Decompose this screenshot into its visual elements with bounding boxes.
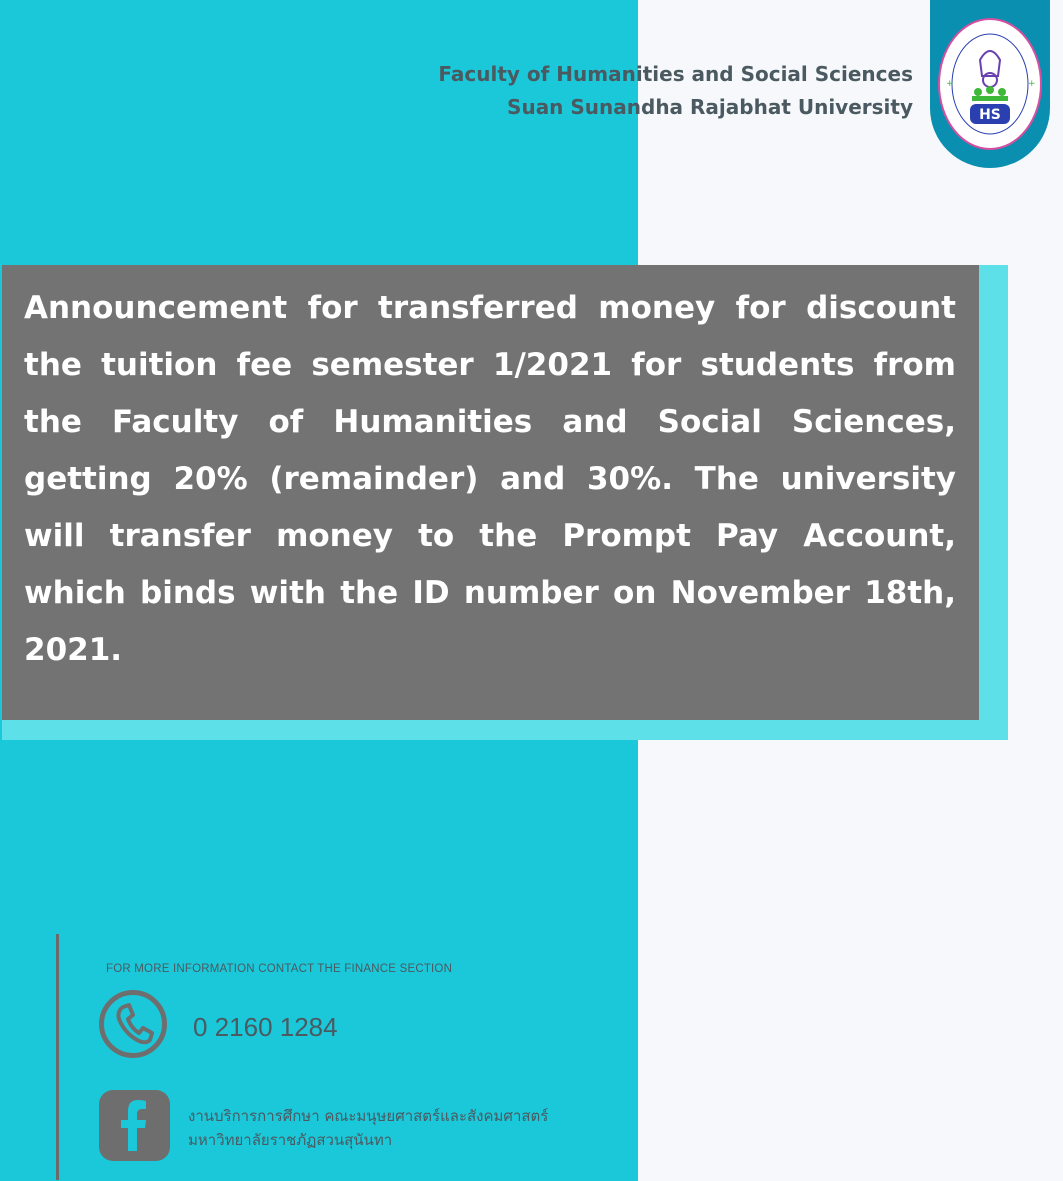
phone-number: 0 2160 1284 bbox=[193, 1012, 338, 1042]
facebook-page-name-line2[interactable]: มหาวิทยาลัยราชภัฏสวนสุนันทา bbox=[188, 1131, 393, 1149]
logo-tab bbox=[930, 0, 1050, 168]
announcement-text: Announcement for transferred money for discount the tuition fee semester 1/2021 for students from the Faculty of Humanities and Social Sciences, getting 20% (remainder) and 30%. The university will transfer money to the Prompt Pay Account, which binds with the ID number on November 18th, 2021. bbox=[24, 290, 956, 668]
university-name: Suan Sunandha Rajabhat University bbox=[507, 95, 913, 119]
seal-letters: HS bbox=[979, 107, 1001, 123]
svg-text:+: + bbox=[1028, 79, 1036, 89]
faculty-name: Faculty of Humanities and Social Sciences bbox=[438, 62, 913, 86]
phone-icon bbox=[99, 990, 167, 1058]
contact-divider bbox=[56, 934, 59, 1180]
header-block bbox=[438, 58, 913, 124]
svg-text:+: + bbox=[946, 79, 954, 89]
facebook-icon[interactable] bbox=[99, 1090, 170, 1161]
facebook-page-name-line1[interactable]: งานบริการการศึกษา คณะมนุษยศาสตร์และสังคมศาสตร์ bbox=[188, 1107, 549, 1125]
contact-heading: FOR MORE INFORMATION CONTACT THE FINANCE SECTION bbox=[106, 963, 453, 975]
seal-graphic bbox=[940, 20, 1040, 148]
faculty-seal-logo bbox=[938, 18, 1042, 150]
